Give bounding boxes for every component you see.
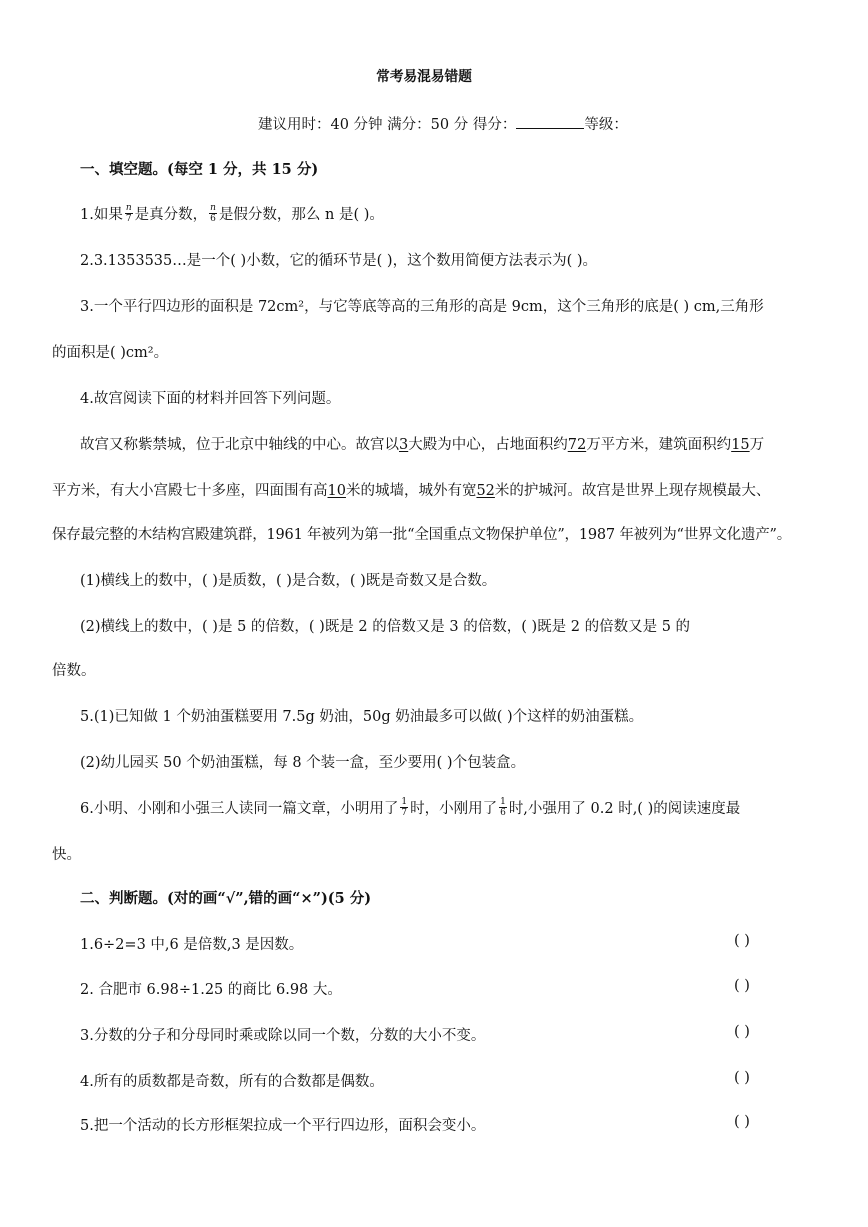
fraction-numerator: 1 [500, 796, 506, 807]
q6-text-b: 时，小刚用了 [410, 801, 498, 817]
judgment-answer-box-3: ( ) [734, 1024, 750, 1040]
passage-line-3: 保存最完整的木结构宫殿建筑群，1961 年被列为第一批“全国重点文物保护单位”，1987 年被列为“世界文化遗产”。 [52, 527, 792, 543]
judgment-answer-box-1: ( ) [734, 933, 750, 949]
fraction-1-over-6 [499, 797, 507, 818]
q1-text-c: 是假分数，那么 n 是( )。 [218, 207, 384, 223]
underlined-number: 10 [327, 483, 346, 499]
score-blank [516, 116, 584, 129]
underlined-number: 15 [731, 437, 750, 453]
passage-text: 万平方米，建筑面积约 [586, 437, 732, 453]
passage-text: 米的城墙，城外有宽 [345, 483, 477, 499]
question-4-intro: 4.故宫阅读下面的材料并回答下列问题。 [80, 391, 341, 407]
fraction-numerator: n [125, 202, 132, 213]
fraction-numerator: 1 [401, 796, 408, 807]
q1-text-a: 1.如果 [80, 207, 123, 223]
fraction-n-over-7 [125, 203, 133, 224]
q1-text-b: 是真分数， [134, 207, 208, 223]
page-title: 常考易混易错题 [376, 69, 472, 85]
judgment-item-4: 4.所有的质数都是奇数，所有的合数都是偶数。 [80, 1074, 384, 1090]
judgment-item-5: 5.把一个活动的长方形框架拉成一个平行四边形，面积会变小。 [80, 1118, 486, 1134]
exam-meta [258, 113, 628, 134]
fraction-denominator: 7 [401, 807, 408, 818]
exam-meta-suffix: 等级： [584, 117, 628, 133]
judgment-answer-box-2: ( ) [734, 978, 750, 994]
fraction-n-over-6 [209, 203, 217, 224]
question-4-1: (1)横线上的数中，( )是质数，( )是合数，( )既是奇数又是合数。 [80, 573, 497, 589]
passage-line-2 [52, 479, 770, 500]
passage-text: 大殿为中心，占地面积约 [408, 437, 568, 453]
fraction-denominator: 7 [125, 213, 132, 224]
question-6-line-1 [80, 797, 740, 820]
passage-text: 万 [749, 437, 765, 453]
underlined-number: 72 [567, 437, 587, 453]
fraction-numerator: n [210, 202, 216, 213]
underlined-number: 52 [476, 483, 495, 499]
judgment-item-1: 1.6÷2=3 中,6 是倍数,3 是因数。 [80, 937, 304, 953]
judgment-item-3: 3.分数的分子和分母同时乘或除以同一个数，分数的大小不变。 [80, 1028, 486, 1044]
passage-text: 故宫又称紫禁城，位于北京中轴线的中心。故宫以 [80, 437, 399, 453]
question-6-line-2: 快。 [52, 847, 81, 863]
question-2: 2.3.1353535…是一个( )小数，它的循环节是( )，这个数用简便方法表示为( )。 [80, 253, 598, 269]
question-3-line-1: 3.一个平行四边形的面积是 72cm²，与它等底等高的三角形的高是 9cm，这个三角形的底是( ) cm,三角形 [80, 299, 764, 315]
fraction-1-over-7 [400, 797, 408, 818]
exam-meta-prefix: 建议用时：40 分钟 满分：50 分 得分： [258, 117, 517, 133]
question-4-2-line-2: 倍数。 [52, 663, 96, 679]
fraction-denominator: 6 [210, 213, 216, 224]
question-5-1: 5.(1)已知做 1 个奶油蛋糕要用 7.5g 奶油，50g 奶油最多可以做( )个这样的奶油蛋糕。 [80, 709, 644, 725]
judgment-answer-box-5: ( ) [734, 1114, 750, 1130]
section2-heading: 二、判断题。(对的画“√”,错的画“×”)(5 分) [80, 890, 372, 907]
judgment-answer-box-4: ( ) [734, 1070, 750, 1086]
underlined-number: 3 [399, 437, 409, 453]
passage-text: 米的护城河。故宫是世界上现存规模最大、 [494, 483, 771, 499]
passage-line-1 [80, 433, 764, 454]
q6-text-c: 时,小强用了 0.2 时,( )的阅读速度最 [508, 801, 741, 817]
question-3-line-2: 的面积是( )cm²。 [52, 345, 169, 361]
section1-heading: 一、填空题。(每空 1 分，共 15 分) [80, 161, 319, 178]
question-4-2-line-1: (2)横线上的数中，( )是 5 的倍数，( )既是 2 的倍数又是 3 的倍数，( )既是 2 的倍数又是 5 的 [80, 619, 691, 635]
fraction-denominator: 6 [500, 807, 506, 818]
judgment-item-2: 2. 合肥市 6.98÷1.25 的商比 6.98 大。 [80, 982, 342, 998]
question-1 [80, 203, 384, 226]
passage-text: 平方米，有大小宫殿七十多座，四面围有高 [52, 483, 328, 499]
question-5-2: (2)幼儿园买 50 个奶油蛋糕，每 8 个装一盒，至少要用( )个包装盒。 [80, 755, 526, 771]
q6-text-a: 6.小明、小刚和小强三人读同一篇文章，小明用了 [80, 801, 399, 817]
